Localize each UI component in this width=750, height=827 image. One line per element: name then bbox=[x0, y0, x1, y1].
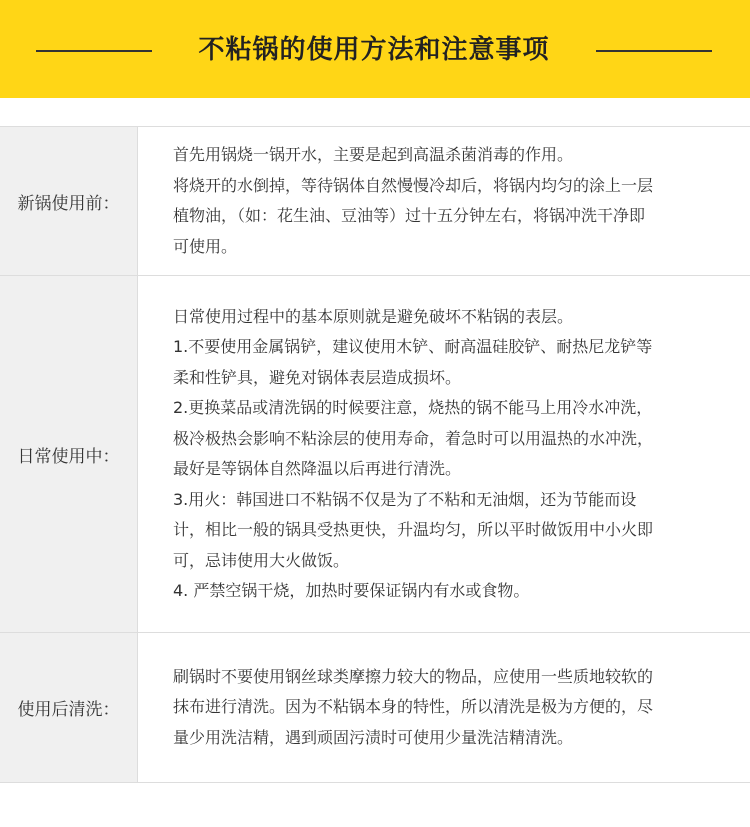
text-line: 可使用。 bbox=[173, 236, 238, 256]
header-divider-right bbox=[596, 50, 712, 52]
text-line: 植物油，（如：花生油、豆油等）过十五分钟左右，将锅冲洗干净即 bbox=[173, 206, 646, 225]
table-row-daily-use bbox=[0, 276, 750, 633]
row-label-new-pan: 新锅使用前： bbox=[0, 127, 138, 275]
header-divider-left bbox=[36, 50, 152, 52]
text-line: 柔和性铲具，避免对锅体表层造成损坏。 bbox=[173, 367, 462, 387]
row-content-daily-use bbox=[138, 276, 750, 632]
header-banner bbox=[0, 0, 750, 98]
table-row-cleaning bbox=[0, 633, 750, 782]
text-line: 可，忌讳使用大火做饭。 bbox=[173, 550, 350, 570]
text-line: 计，相比一般的锅具受热更快，升温均匀，所以平时做饭用中小火即 bbox=[173, 520, 654, 539]
row-content-new-pan bbox=[138, 127, 750, 275]
text-line: 2.更换菜品或清洗锅的时候要注意，烧热的锅不能马上用冷水冲洗， bbox=[173, 398, 653, 417]
text-line: 刷锅时不要使用钢丝球类摩擦力较大的物品，应使用一些质地较软的 bbox=[173, 666, 654, 686]
text-line: 极冷极热会影响不粘涂层的使用寿命，着急时可以用温热的水冲洗， bbox=[173, 428, 654, 448]
text-line: 最好是等锅体自然降温以后再进行清洗。 bbox=[173, 459, 462, 478]
spacer bbox=[0, 98, 750, 126]
page-title: 不粘锅的使用方法和注意事项 bbox=[198, 35, 550, 65]
text-line: 1.不要使用金属锅铲，建议使用木铲、耐高温硅胶铲、耐热尼龙铲等 bbox=[173, 337, 653, 356]
usage-table bbox=[0, 126, 750, 783]
text-line: 量少用洗洁精，遇到顽固污渍时可使用少量洗洁精清洗。 bbox=[173, 727, 574, 747]
text-line: 首先用锅烧一锅开水，主要是起到高温杀菌消毒的作用。 bbox=[173, 145, 574, 164]
text-line: 3.用火：韩国进口不粘锅不仅是为了不粘和无油烟，还为节能而设 bbox=[173, 489, 637, 509]
row-label-cleaning: 使用后清洗： bbox=[0, 633, 138, 782]
row-label-daily-use: 日常使用中： bbox=[0, 276, 138, 632]
row-content-cleaning bbox=[138, 633, 750, 782]
text-line: 日常使用过程中的基本原则就是避免破坏不粘锅的表层。 bbox=[173, 306, 574, 326]
text-line: 将烧开的水倒掉，等待锅体自然慢慢冷却后，将锅内均匀的涂上一层 bbox=[173, 175, 654, 195]
text-line: 4. 严禁空锅干烧，加热时要保证锅内有水或食物。 bbox=[173, 581, 530, 600]
text-line: 抹布进行清洗。因为不粘锅本身的特性，所以清洗是极为方便的，尽 bbox=[173, 697, 654, 717]
table-row-new-pan bbox=[0, 127, 750, 276]
